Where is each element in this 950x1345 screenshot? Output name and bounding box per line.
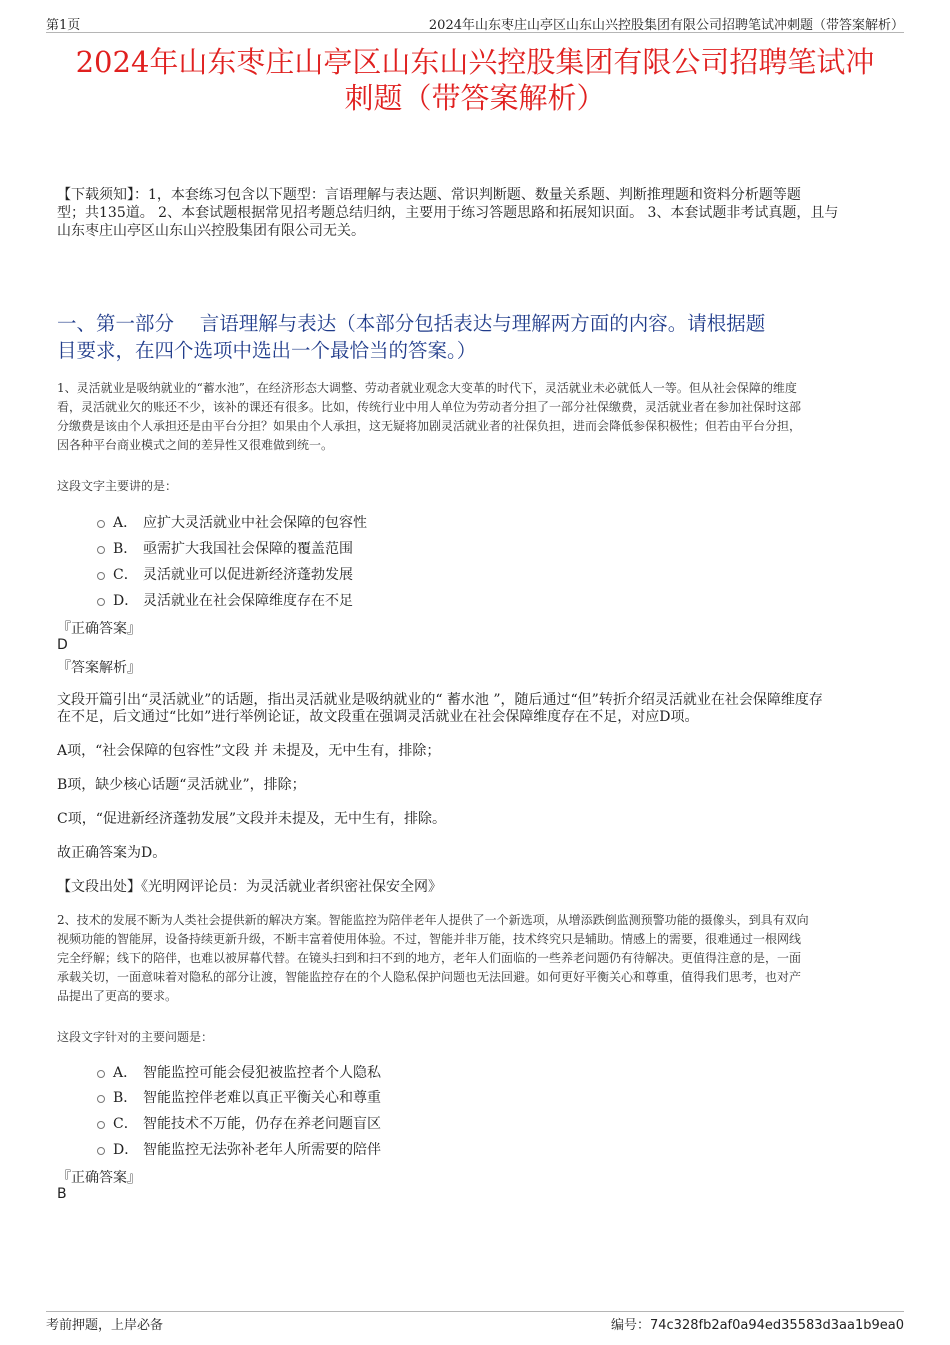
radio-icon[interactable] xyxy=(97,1095,105,1103)
radio-icon[interactable] xyxy=(97,520,105,528)
question-1-line: 1、灵活就业是吸纳就业的“蓄水池”，在经济形态大调整、劳动者就业观念大变革的时代下，灵活就业未必就低人一等。但从社会保障的维度 xyxy=(57,381,797,395)
footer-slogan: 考前押题，上岸必备 xyxy=(46,1318,164,1333)
question-2-option-a[interactable] xyxy=(97,1062,381,1082)
option-text: 智能技术不万能，仍存在养老问题盲区 xyxy=(143,1116,381,1132)
question-1-analysis-label: 『答案解析』 xyxy=(57,660,141,676)
question-2-text xyxy=(57,911,895,1006)
footer-divider xyxy=(46,1311,904,1312)
document-code xyxy=(611,1314,904,1333)
question-2-line: 视频功能的智能屏，设备持续更新升级，不断丰富着使用体验。不过，智能并非万能，技术终究只是辅助。情感上的需要，很难通过一根网线 xyxy=(57,932,802,946)
option-letter: B． xyxy=(113,1090,138,1106)
option-text: 智能监控无法弥补老年人所需要的陪伴 xyxy=(143,1142,381,1158)
option-text: 灵活就业可以促进新经济蓬勃发展 xyxy=(143,567,353,583)
question-1-prompt: 这段文字主要讲的是： xyxy=(57,479,178,493)
radio-icon[interactable] xyxy=(97,1070,105,1078)
notice-line-2: 型；共135道。 2、本套试题根据常见招考题总结归纳，主要用于练习答题思路和拓展知识面。 3、本套试题非考试真题，且与 xyxy=(57,205,839,221)
radio-icon[interactable] xyxy=(97,1147,105,1155)
question-2-line: 2、技术的发展不断为人类社会提供新的解决方案。智能监控为陪伴老年人提供了一个新选项，从增添跌倒监测预警功能的摄像头，到具有双向 xyxy=(57,913,809,927)
document-title-line-1: 2024年山东枣庄山亭区山东山兴控股集团有限公司招聘笔试冲 xyxy=(75,45,875,79)
question-1-text xyxy=(57,379,895,455)
question-1-line: 因各种平台商业模式之间的差异性又很难做到统一。 xyxy=(57,438,334,452)
option-letter: C． xyxy=(113,567,138,583)
analysis-option-a-note: A项，“社会保障的包容性”文段 并 未提及，无中生有，排除； xyxy=(57,743,441,759)
analysis-option-b-note: B项，缺少核心话题“灵活就业”，排除； xyxy=(57,777,306,793)
option-letter: D． xyxy=(113,593,139,609)
question-1-answer: D xyxy=(57,637,68,653)
analysis-line: 文段开篇引出“灵活就业”的话题，指出灵活就业是吸纳就业的“ 蓄水池 ”，随后通过“但”转折介绍灵活就业在社会保障维度存 xyxy=(57,692,823,708)
radio-icon[interactable] xyxy=(97,598,105,606)
option-letter: A． xyxy=(113,1065,138,1081)
analysis-line: 在不足，后文通过“比如”进行举例论证，故文段重在强调灵活就业在社会保障维度存在不足，对应D项。 xyxy=(57,709,699,725)
section-heading-line-1: 一、第一部分 言语理解与表达（本部分包括表达与理解两方面的内容。请根据题 xyxy=(57,312,766,335)
section-heading xyxy=(57,310,895,364)
document-title xyxy=(40,44,910,116)
option-text: 灵活就业在社会保障维度存在不足 xyxy=(143,593,353,609)
download-notice xyxy=(57,186,895,240)
question-1-option-b[interactable] xyxy=(97,538,353,558)
option-text: 应扩大灵活就业中社会保障的包容性 xyxy=(143,515,367,531)
page-number: 第1页 xyxy=(46,18,81,33)
question-2-answer-label: 『正确答案』 xyxy=(57,1170,141,1186)
document-code-value: 74c328fb2af0a94ed35583d3aa1b9ea0 xyxy=(649,1318,904,1333)
question-1-answer-label: 『正确答案』 xyxy=(57,621,141,637)
radio-icon[interactable] xyxy=(97,1121,105,1129)
section-heading-line-2: 目要求，在四个选项中选出一个最恰当的答案。） xyxy=(57,339,477,362)
question-1-option-d[interactable] xyxy=(97,590,353,610)
analysis-option-c-note: C项，“促进新经济蓬勃发展”文段并未提及，无中生有，排除。 xyxy=(57,811,447,827)
question-2-option-b[interactable] xyxy=(97,1087,381,1107)
question-2-prompt: 这段文字针对的主要问题是： xyxy=(57,1030,214,1044)
radio-icon[interactable] xyxy=(97,572,105,580)
running-header-title: 2024年山东枣庄山亭区山东山兴控股集团有限公司招聘笔试冲刺题（带答案解析） xyxy=(428,18,904,33)
question-2-line: 品提出了更高的要求。 xyxy=(57,989,178,1003)
radio-icon[interactable] xyxy=(97,546,105,554)
option-letter: A． xyxy=(113,515,138,531)
question-2-option-d[interactable] xyxy=(97,1139,381,1159)
option-letter: D． xyxy=(113,1142,139,1158)
option-text: 智能监控可能会侵犯被监控者个人隐私 xyxy=(143,1065,381,1081)
question-2-answer: B xyxy=(57,1186,67,1202)
notice-line-3: 山东枣庄山亭区山东山兴控股集团有限公司无关。 xyxy=(57,223,365,239)
option-letter: B． xyxy=(113,541,138,557)
question-1-option-c[interactable] xyxy=(97,564,353,584)
document-title-line-2: 刺题（带答案解析） xyxy=(344,81,606,115)
question-1-option-a[interactable] xyxy=(97,512,367,532)
header-divider xyxy=(46,32,904,33)
question-1-line: 看，灵活就业欠的账还不少，该补的课还有很多。比如，传统行业中用人单位为劳动者分担了一部分社保缴费，灵活就业者在参加社保时这部 xyxy=(57,400,802,414)
question-2-line: 完全纾解；线下的陪伴，也难以被屏幕代替。在镜头扫到和扫不到的地方，老年人们面临的一些养老问题仍有待解决。更值得注意的是，一面 xyxy=(57,951,802,965)
question-2-line: 承载关切，一面意味着对隐私的部分让渡，智能监控存在的个人隐私保护问题也无法回避。如何更好平衡关心和尊重，值得我们思考，也对产 xyxy=(57,970,802,984)
passage-source: 【文段出处】《光明网评论员：为灵活就业者织密社保安全网》 xyxy=(57,879,442,895)
document-code-label: 编号： xyxy=(610,1318,650,1333)
option-text: 亟需扩大我国社会保障的覆盖范围 xyxy=(143,541,353,557)
option-text: 智能监控伴老难以真正平衡关心和尊重 xyxy=(143,1090,381,1106)
analysis-conclusion: 故正确答案为D。 xyxy=(57,845,167,861)
option-letter: C． xyxy=(113,1116,138,1132)
question-1-analysis xyxy=(57,692,895,726)
question-2-option-c[interactable] xyxy=(97,1113,381,1133)
notice-line-1: 【下载须知】：1，本套练习包含以下题型：言语理解与表达题、常识判断题、数量关系题、判断推理题和资料分析题等题 xyxy=(57,187,801,203)
question-1-line: 分缴费是该由个人承担还是由平台分担？如果由个人承担，这无疑将加剧灵活就业者的社保负担，进而会降低参保积极性；但若由平台分担， xyxy=(57,419,802,433)
